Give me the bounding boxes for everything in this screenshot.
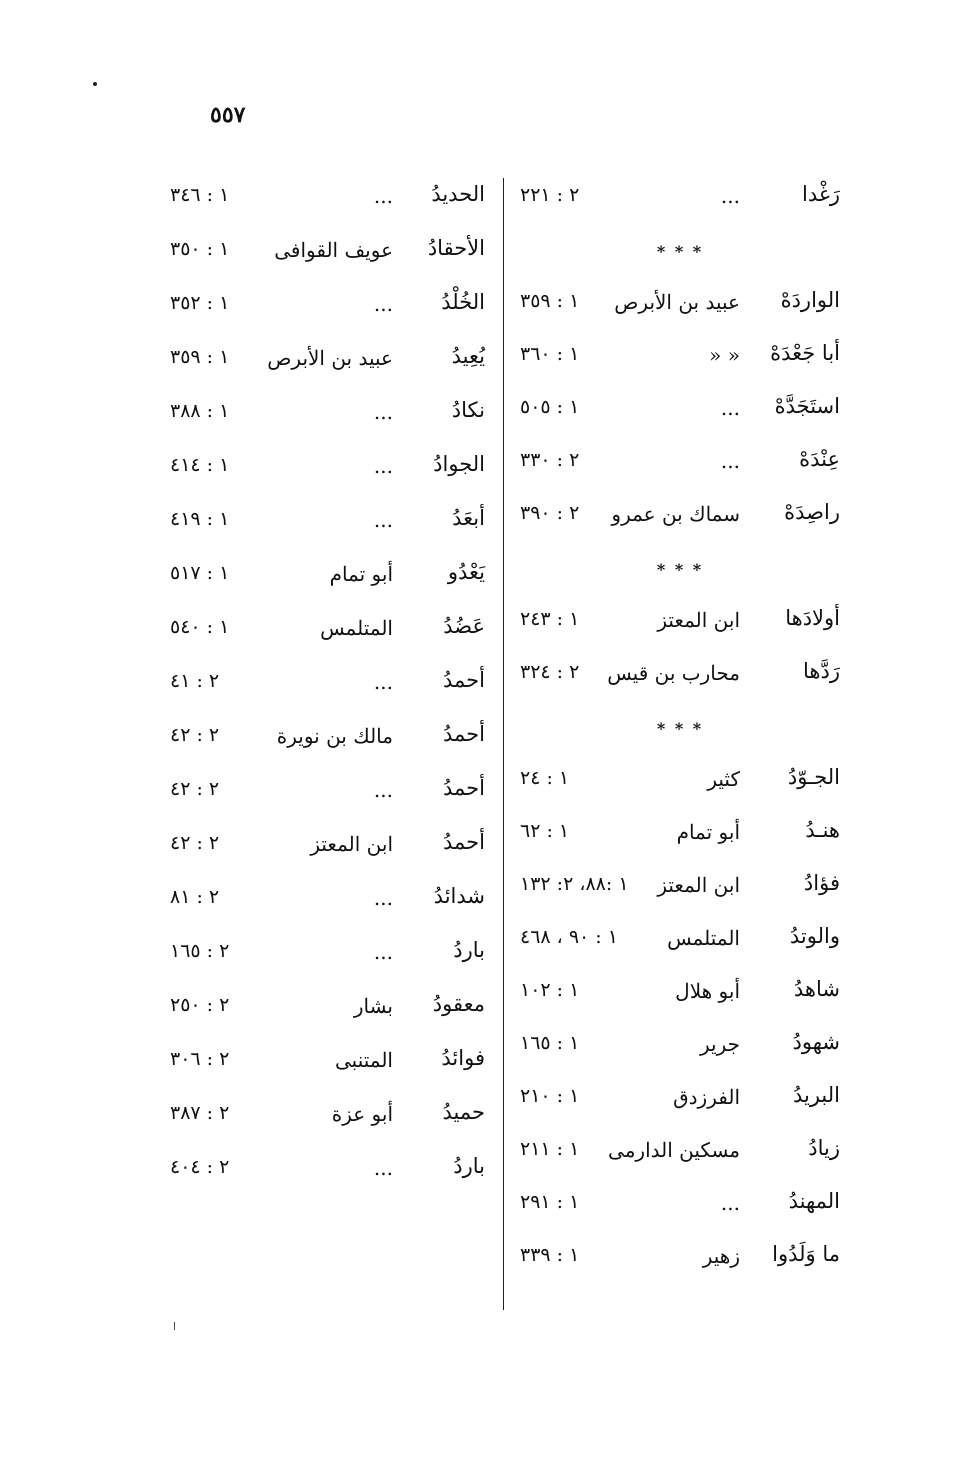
index-entry [520, 490, 840, 543]
poet-name: أبو تمام [329, 562, 393, 586]
volume-page-ref: ١ : ٣٥٠ [170, 238, 230, 260]
poet-name: بشار [353, 994, 393, 1018]
volume-page-ref: ٢ : ٣٣٠ [520, 449, 580, 471]
poet-name: ... [373, 940, 393, 964]
index-entry [520, 808, 840, 861]
volume-page-ref: ٢ : ٤٢ [170, 724, 220, 746]
rhyme-word: فوائدُ [441, 1046, 485, 1070]
volume-page-ref: ١ : ٣٥٢ [170, 292, 230, 314]
poet-name: ... [720, 449, 740, 473]
volume-page-ref: ٢ : ٢٢١ [520, 184, 580, 206]
volume-page-ref: ١ : ٢١١ [520, 1138, 580, 1160]
volume-page-ref: ٢ : ١٦٥ [170, 940, 230, 962]
rhyme-word: ما وَلَدُوا [772, 1242, 840, 1266]
index-entry [520, 384, 840, 437]
poet-name: عبيد بن الأبرص [614, 290, 740, 314]
poet-name: محارب بن قيس [607, 661, 740, 685]
volume-page-ref: ١ :٨٨، ٢: ١٣٢ [520, 873, 629, 895]
index-entry [170, 1090, 485, 1144]
poet-name: ... [720, 184, 740, 208]
index-entry [170, 226, 485, 280]
volume-page-ref: ١ : ٤١٩ [170, 508, 230, 530]
volume-page-ref: ١ : ٣٥٩ [520, 290, 580, 312]
poet-name: ... [373, 400, 393, 424]
poet-name: ... [373, 1156, 393, 1180]
rhyme-word: شهودُ [792, 1030, 840, 1054]
index-entry [170, 982, 485, 1036]
rhyme-word: المهندُ [788, 1189, 840, 1213]
rhyme-word: الأحقادُ [427, 236, 485, 260]
rhyme-word: أبا جَعْدَهْ [770, 341, 840, 365]
poet-name: « « [709, 343, 740, 367]
index-entry [170, 280, 485, 334]
rhyme-word: رَغْدا [802, 182, 840, 206]
volume-page-ref: ٢ : ٣٠٦ [170, 1048, 230, 1070]
volume-page-ref: ١ : ٥٠٥ [520, 396, 580, 418]
index-entry [170, 334, 485, 388]
poet-name: أبو هلال [675, 979, 740, 1003]
rhyme-word: أحمدُ [443, 776, 485, 800]
rhyme-word: يَعْدُو [447, 560, 485, 584]
rhyme-word: رَدَّها [803, 659, 840, 683]
rhyme-word: عَضُدُ [443, 614, 485, 638]
rhyme-word: عِنْدَهْ [799, 447, 840, 471]
volume-page-ref: ١ : ٣٣٩ [520, 1244, 580, 1266]
index-entry [520, 1020, 840, 1073]
volume-page-ref: ١ : ٥٤٠ [170, 616, 230, 638]
rhyme-word: الجوادُ [433, 452, 485, 476]
index-entry [170, 1144, 485, 1198]
volume-page-ref: ١ : ٢١٠ [520, 1085, 580, 1107]
section-separator: * * * [656, 242, 704, 261]
rhyme-word: باردُ [453, 1154, 485, 1178]
poet-name: عويف القوافى [274, 238, 393, 262]
section-separator: * * * [656, 719, 704, 738]
rhyme-word: أحمدُ [443, 722, 485, 746]
rhyme-word: معقودُ [432, 992, 485, 1016]
index-entry [520, 596, 840, 649]
volume-page-ref: ١ : ٣٥٩ [170, 346, 230, 368]
volume-page-ref: ٢ : ٤٢ [170, 832, 220, 854]
right-column [520, 172, 840, 1285]
index-entry [520, 861, 840, 914]
poet-name: الفرزدق [673, 1085, 740, 1109]
volume-page-ref: ٢ : ٤٢ [170, 778, 220, 800]
volume-page-ref: ٢ : ٣٨٧ [170, 1102, 230, 1124]
volume-page-ref: ١ : ٣٦٠ [520, 343, 580, 365]
poet-name: المتلمس [320, 616, 393, 640]
volume-page-ref: ١ : ١٠٢ [520, 979, 580, 1001]
index-entry [520, 967, 840, 1020]
index-entry [170, 442, 485, 496]
index-entry [520, 1073, 840, 1126]
rhyme-word: فؤادُ [803, 871, 840, 895]
volume-page-ref: ٢ : ٣٢٤ [520, 661, 580, 683]
index-entry [520, 755, 840, 808]
poet-name: ... [373, 670, 393, 694]
index-entry [520, 1126, 840, 1179]
volume-page-ref: ١ : ٣٨٨ [170, 400, 230, 422]
index-entry [170, 604, 485, 658]
poet-name: ... [373, 886, 393, 910]
rhyme-word: شدائدُ [433, 884, 485, 908]
index-entry [520, 914, 840, 967]
rhyme-word: باردُ [453, 938, 485, 962]
poet-name: ... [373, 184, 393, 208]
rhyme-word: حميدُ [442, 1100, 485, 1124]
index-entry [170, 658, 485, 712]
volume-page-ref: ١ : ٦٢ [520, 820, 570, 842]
column-divider [503, 178, 504, 1310]
poet-name: ... [373, 778, 393, 802]
poet-name: مسكين الدارمى [608, 1138, 740, 1162]
poet-name: ابن المعتز [657, 608, 740, 632]
index-entry [170, 874, 485, 928]
poet-name: ... [720, 1191, 740, 1215]
left-column [170, 172, 485, 1198]
rhyme-word: الخُلْدُ [441, 290, 485, 314]
volume-page-ref: ١ : ١٦٥ [520, 1032, 580, 1054]
poet-name: ... [720, 396, 740, 420]
index-entry [170, 928, 485, 982]
index-entry [170, 766, 485, 820]
volume-page-ref: ١ : ٢٤٣ [520, 608, 580, 630]
margin-tick [174, 1322, 175, 1330]
section-separator: * * * [656, 560, 704, 579]
index-entry [170, 712, 485, 766]
rhyme-word: الجـوّدُ [787, 765, 840, 789]
poet-name: مالك بن نويرة [276, 724, 393, 748]
poet-name: ... [373, 454, 393, 478]
poet-name: ... [373, 292, 393, 316]
poet-name: جرير [700, 1032, 740, 1056]
rhyme-word: البريدُ [792, 1083, 840, 1107]
index-entry [170, 496, 485, 550]
rhyme-word: والوتدُ [789, 924, 840, 948]
volume-page-ref: ١ : ٤١٤ [170, 454, 230, 476]
index-entry [520, 1179, 840, 1232]
rhyme-word: أبعَدُ [452, 506, 485, 530]
index-entry [170, 388, 485, 442]
poet-name: ابن المعتز [310, 832, 393, 856]
index-entry [170, 1036, 485, 1090]
rhyme-word: أحمدُ [443, 830, 485, 854]
rhyme-word: هنـدُ [805, 818, 840, 842]
index-entry [520, 649, 840, 702]
index-entry [520, 172, 840, 225]
poet-name: المتنبى [335, 1048, 393, 1072]
index-entry [520, 437, 840, 490]
rhyme-word: الحديدُ [431, 182, 485, 206]
index-entry [170, 820, 485, 874]
rhyme-word: استَجَدَّهْ [774, 394, 840, 418]
poet-name: زهير [702, 1244, 740, 1268]
volume-page-ref: ١ : ٣٤٦ [170, 184, 230, 206]
volume-page-ref: ٢ : ٤٠٤ [170, 1156, 230, 1178]
poet-name: أبو عزة [331, 1102, 393, 1126]
rhyme-word: نكادُ [451, 398, 485, 422]
rhyme-word: شاهدُ [793, 977, 840, 1001]
poet-name: ابن المعتز [657, 873, 740, 897]
volume-page-ref: ٢ : ٤١ [170, 670, 220, 692]
poet-name: كثير [707, 767, 740, 791]
rhyme-word: الواردَهْ [780, 288, 840, 312]
index-entry [520, 331, 840, 384]
rhyme-word: راصِدَهْ [784, 500, 840, 524]
index-entry [170, 550, 485, 604]
rhyme-word: أحمدُ [443, 668, 485, 692]
index-entry [170, 172, 485, 226]
rhyme-word: أولادَها [785, 606, 840, 630]
poet-name: سماك بن عمرو [611, 502, 740, 526]
poet-name: المتلمس [667, 926, 740, 950]
volume-page-ref: ١ : ٩٠ ، ٤٦٨ [520, 926, 618, 948]
rhyme-word: زيادُ [808, 1136, 840, 1160]
page-number: ٥٥٧ [210, 102, 246, 128]
index-entry [520, 278, 840, 331]
volume-page-ref: ١ : ٢٤ [520, 767, 570, 789]
volume-page-ref: ٢ : ٣٩٠ [520, 502, 580, 524]
volume-page-ref: ١ : ٥١٧ [170, 562, 230, 584]
volume-page-ref: ٢ : ٨١ [170, 886, 220, 908]
volume-page-ref: ١ : ٢٩١ [520, 1191, 580, 1213]
volume-page-ref: ٢ : ٢٥٠ [170, 994, 230, 1016]
index-entry [520, 1232, 840, 1285]
poet-name: أبو تمام [676, 820, 740, 844]
poet-name: عبيد بن الأبرص [267, 346, 393, 370]
rhyme-word: يُعِيدُ [451, 344, 485, 368]
poet-name: ... [373, 508, 393, 532]
page-mark [93, 82, 97, 86]
